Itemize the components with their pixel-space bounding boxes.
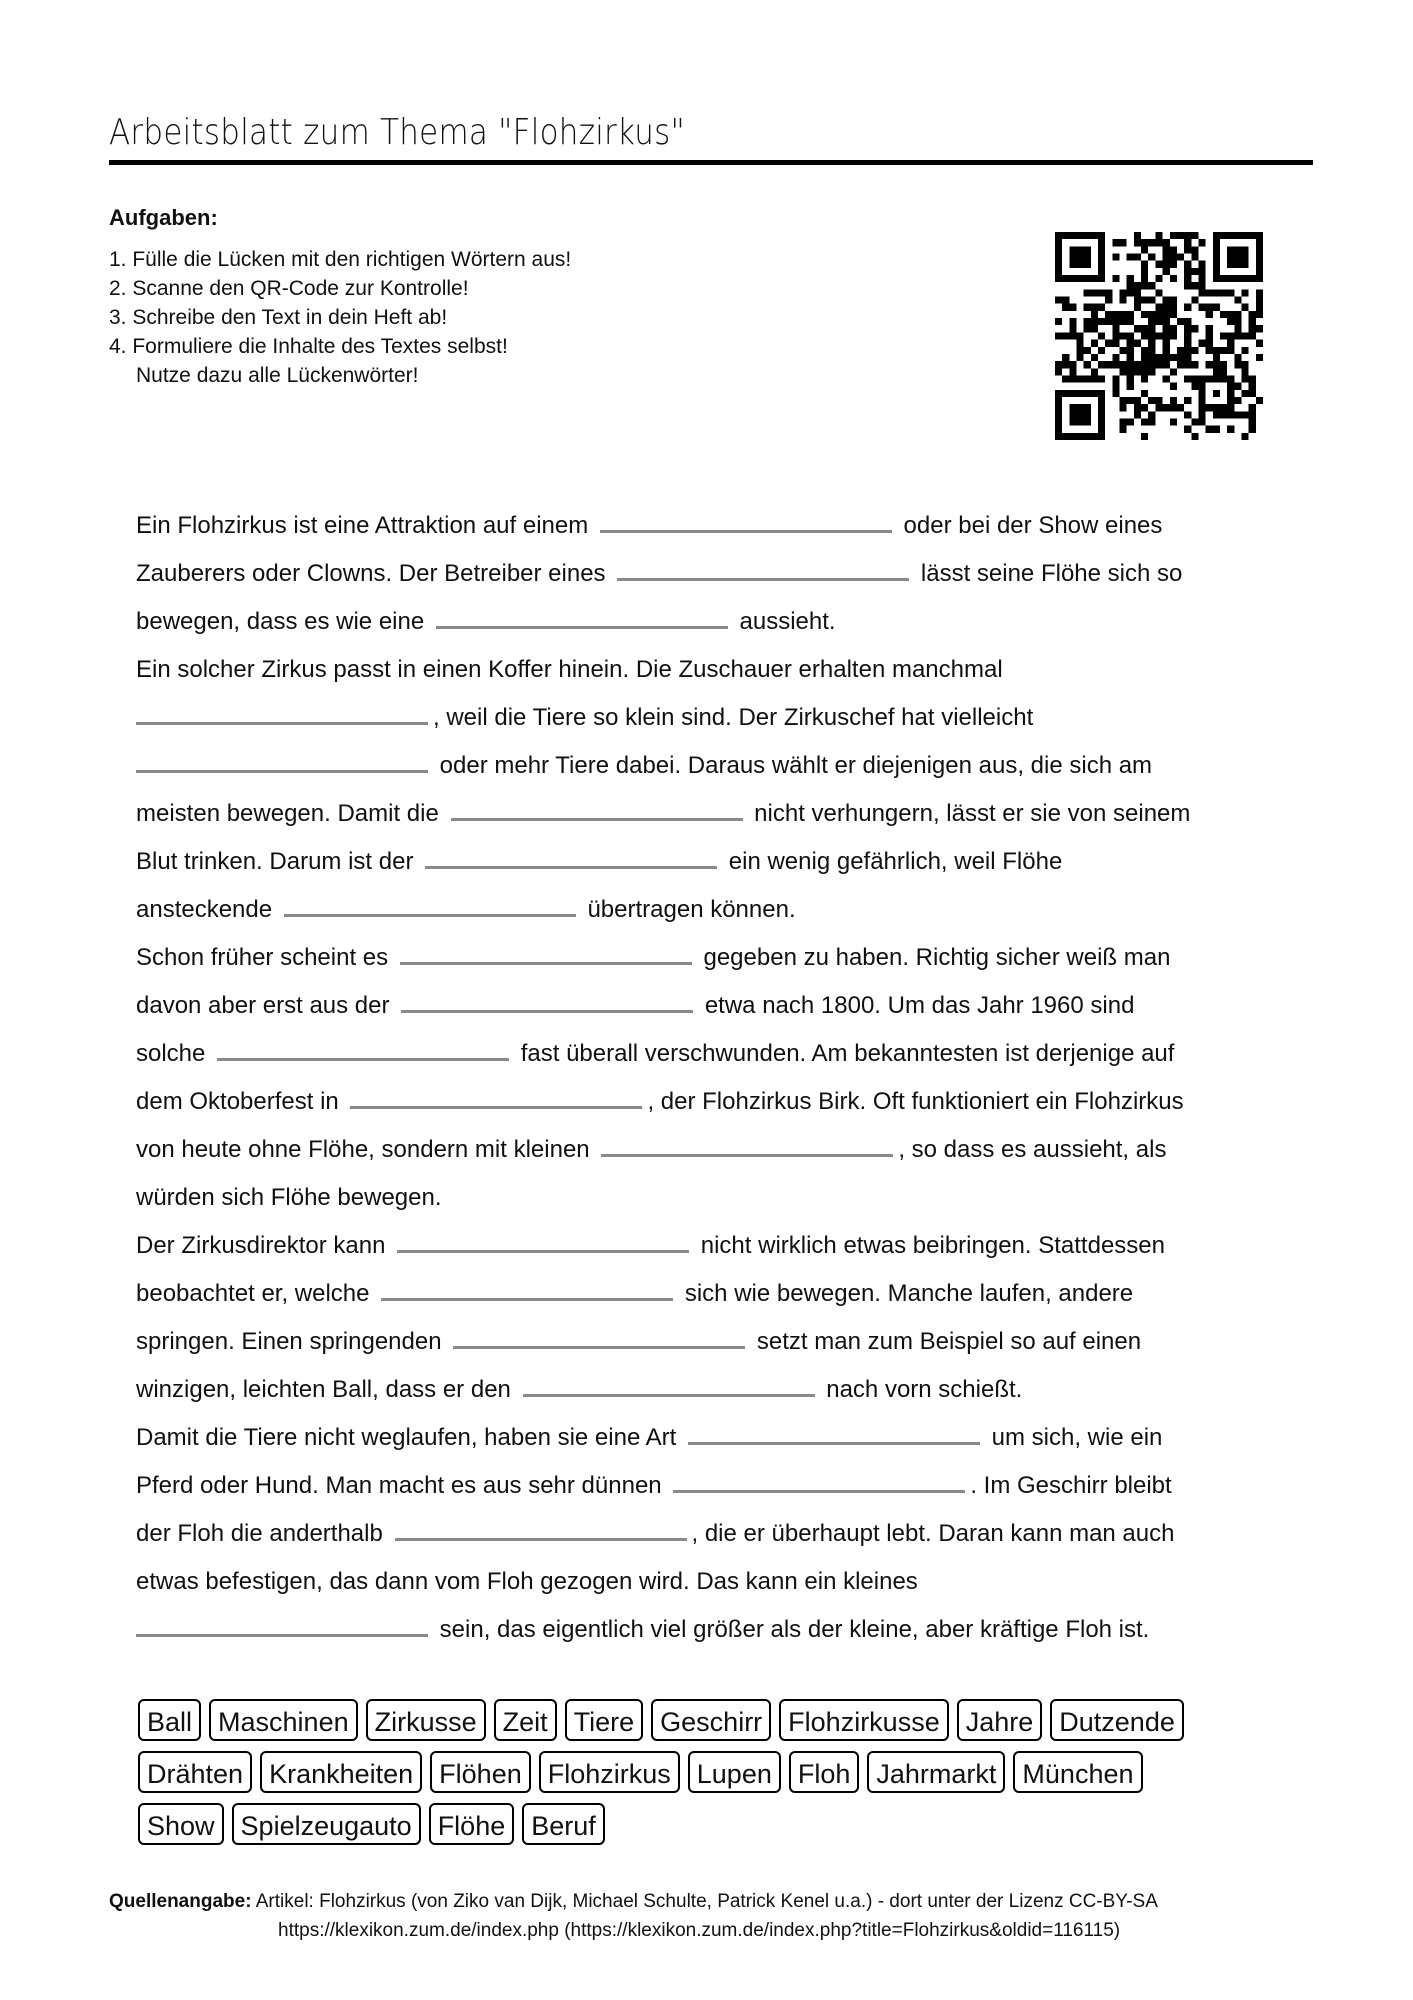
cloze-line xyxy=(136,1510,1286,1558)
cloze-line xyxy=(136,1414,1286,1462)
cloze-segment: beobachtet er, welche xyxy=(136,1280,377,1307)
cloze-segment: Damit die Tiere nicht weglaufen, haben sie eine Art xyxy=(136,1424,683,1451)
cloze-segment: aussieht. xyxy=(732,608,836,635)
tasks-section xyxy=(109,205,1009,390)
cloze-segment: sich wie bewegen. Manche laufen, andere xyxy=(678,1280,1134,1307)
cloze-segment: bewegen, dass es wie eine xyxy=(136,608,431,635)
blank-field[interactable] xyxy=(600,503,892,533)
cloze-line xyxy=(136,886,1286,934)
cloze-segment: winzigen, leichten Ball, dass er den xyxy=(136,1376,518,1403)
cloze-segment: solche xyxy=(136,1040,213,1067)
word-bank-row xyxy=(138,1699,1298,1741)
cloze-line xyxy=(136,1606,1286,1654)
blank-field[interactable] xyxy=(284,887,576,917)
word-chip[interactable]: Krankheiten xyxy=(260,1751,422,1793)
cloze-segment: der Floh die anderthalb xyxy=(136,1520,390,1547)
source-label: Quellenangabe: xyxy=(109,1891,252,1912)
cloze-line xyxy=(136,1222,1286,1270)
cloze-segment: gegeben zu haben. Richtig sicher weiß man xyxy=(696,944,1171,971)
source-attribution xyxy=(109,1887,1369,1945)
word-chip[interactable]: Ball xyxy=(138,1699,201,1741)
cloze-segment: setzt man zum Beispiel so auf einen xyxy=(750,1328,1142,1355)
cloze-segment: lässt seine Flöhe sich so xyxy=(914,560,1183,587)
word-chip[interactable]: Show xyxy=(138,1803,224,1845)
word-chip[interactable]: Lupen xyxy=(688,1751,781,1793)
word-chip[interactable]: Drähten xyxy=(138,1751,252,1793)
task-item: 1. Fülle die Lücken mit den richtigen Wörtern aus! xyxy=(109,248,572,271)
word-chip[interactable]: Jahrmarkt xyxy=(867,1751,1005,1793)
word-chip[interactable]: Maschinen xyxy=(209,1699,358,1741)
cloze-line xyxy=(136,1270,1286,1318)
word-chip[interactable]: München xyxy=(1013,1751,1142,1793)
cloze-text xyxy=(136,502,1286,1654)
qr-code-icon xyxy=(1055,232,1263,440)
cloze-segment: dem Oktoberfest in xyxy=(136,1088,346,1115)
blank-field[interactable] xyxy=(397,1223,689,1253)
title-underline xyxy=(109,160,1313,165)
blank-field[interactable] xyxy=(673,1463,965,1493)
word-bank xyxy=(138,1699,1298,1855)
cloze-segment: ansteckende xyxy=(136,896,279,923)
cloze-segment: Ein Flohzirkus ist eine Attraktion auf einem xyxy=(136,512,595,539)
cloze-segment: nicht wirklich etwas beibringen. Stattdessen xyxy=(694,1232,1165,1259)
blank-field[interactable] xyxy=(688,1415,980,1445)
cloze-line xyxy=(136,1558,1286,1606)
cloze-line xyxy=(136,598,1286,646)
cloze-line xyxy=(136,1126,1286,1174)
cloze-segment: , weil die Tiere so klein sind. Der Zirkuschef hat vielleicht xyxy=(433,704,1034,731)
cloze-line xyxy=(136,550,1286,598)
cloze-segment: davon aber erst aus der xyxy=(136,992,397,1019)
cloze-segment: , die er überhaupt lebt. Daran kann man auch xyxy=(691,1520,1175,1547)
cloze-segment: von heute ohne Flöhe, sondern mit kleinen xyxy=(136,1136,597,1163)
cloze-segment: würden sich Flöhe bewegen. xyxy=(136,1184,442,1211)
word-chip[interactable]: Zeit xyxy=(494,1699,557,1741)
cloze-line xyxy=(136,1318,1286,1366)
cloze-line xyxy=(136,934,1286,982)
cloze-line xyxy=(136,694,1286,742)
word-chip[interactable]: Tiere xyxy=(565,1699,644,1741)
cloze-segment: etwa nach 1800. Um das Jahr 1960 sind xyxy=(698,992,1135,1019)
blank-field[interactable] xyxy=(436,599,728,629)
cloze-segment: ein wenig gefährlich, weil Flöhe xyxy=(722,848,1063,875)
blank-field[interactable] xyxy=(136,695,428,725)
cloze-segment: Blut trinken. Darum ist der xyxy=(136,848,421,875)
word-chip[interactable]: Floh xyxy=(789,1751,860,1793)
cloze-segment: meisten bewegen. Damit die xyxy=(136,800,446,827)
cloze-line xyxy=(136,982,1286,1030)
cloze-line xyxy=(136,1462,1286,1510)
blank-field[interactable] xyxy=(451,791,743,821)
blank-field[interactable] xyxy=(350,1079,642,1109)
cloze-segment: oder bei der Show eines xyxy=(896,512,1163,539)
source-url: https://klexikon.zum.de/index.php (https://klexikon.zum.de/index.php?title=Flohzirkus&oldid=116115) xyxy=(278,1920,1121,1941)
cloze-segment: oder mehr Tiere dabei. Daraus wählt er diejenigen aus, die sich am xyxy=(433,752,1153,779)
cloze-line xyxy=(136,742,1286,790)
task-item-continuation: Nutze dazu alle Lückenwörter! xyxy=(136,364,419,387)
word-chip[interactable]: Beruf xyxy=(522,1803,605,1845)
cloze-segment: . Im Geschirr bleibt xyxy=(970,1472,1172,1499)
word-bank-row xyxy=(138,1803,1298,1845)
cloze-segment: sein, das eigentlich viel größer als der kleine, aber kräftige Floh ist. xyxy=(433,1616,1150,1643)
cloze-segment: um sich, wie ein xyxy=(984,1424,1163,1451)
cloze-segment: , so dass es aussieht, als xyxy=(898,1136,1167,1163)
qr-code[interactable] xyxy=(1055,232,1263,440)
blank-field[interactable] xyxy=(453,1319,745,1349)
word-chip[interactable]: Geschirr xyxy=(651,1699,771,1741)
cloze-segment: übertragen können. xyxy=(580,896,796,923)
cloze-line xyxy=(136,1366,1286,1414)
blank-field[interactable] xyxy=(401,983,693,1013)
blank-field[interactable] xyxy=(381,1271,673,1301)
cloze-line xyxy=(136,1078,1286,1126)
blank-field[interactable] xyxy=(136,743,428,773)
cloze-line xyxy=(136,1174,1286,1222)
word-chip[interactable]: Flohzirkus xyxy=(539,1751,680,1793)
word-chip[interactable]: Zirkusse xyxy=(366,1699,486,1741)
tasks-heading: Aufgaben: xyxy=(109,205,218,230)
cloze-segment: fast überall verschwunden. Am bekanntesten ist derjenige auf xyxy=(514,1040,1175,1067)
blank-field[interactable] xyxy=(425,839,717,869)
word-chip[interactable]: Jahre xyxy=(957,1699,1043,1741)
word-chip[interactable]: Spielzeugauto xyxy=(232,1803,421,1845)
task-item: 3. Schreibe den Text in dein Heft ab! xyxy=(109,306,448,329)
blank-field[interactable] xyxy=(395,1511,687,1541)
cloze-segment: Pferd oder Hund. Man macht es aus sehr dünnen xyxy=(136,1472,669,1499)
word-bank-row xyxy=(138,1751,1298,1793)
blank-field[interactable] xyxy=(617,551,909,581)
cloze-segment: nicht verhungern, lässt er sie von seinem xyxy=(747,800,1191,827)
cloze-line xyxy=(136,838,1286,886)
cloze-segment: Der Zirkusdirektor kann xyxy=(136,1232,393,1259)
task-item: 2. Scanne den QR-Code zur Kontrolle! xyxy=(109,277,469,300)
cloze-segment: nach vorn schießt. xyxy=(819,1376,1023,1403)
cloze-segment: Schon früher scheint es xyxy=(136,944,395,971)
cloze-segment: springen. Einen springenden xyxy=(136,1328,449,1355)
cloze-segment: Ein solcher Zirkus passt in einen Koffer hinein. Die Zuschauer erhalten manchmal xyxy=(136,656,1003,683)
source-text: Artikel: Flohzirkus (von Ziko van Dijk, Michael Schulte, Patrick Kenel u.a.) - dort unter der Lizenz CC-BY-SA xyxy=(251,1891,1158,1912)
word-chip[interactable]: Dutzende xyxy=(1050,1699,1184,1741)
task-item: 4. Formuliere die Inhalte des Textes selbst! xyxy=(109,335,508,358)
blank-field[interactable] xyxy=(136,1607,428,1637)
blank-field[interactable] xyxy=(601,1127,893,1157)
cloze-segment: , der Flohzirkus Birk. Oft funktioniert ein Flohzirkus xyxy=(647,1088,1184,1115)
cloze-line xyxy=(136,502,1286,550)
page-title: Arbeitsblatt zum Thema "Flohzirkus" xyxy=(109,112,686,153)
blank-field[interactable] xyxy=(523,1367,815,1397)
cloze-segment: Zauberers oder Clowns. Der Betreiber eines xyxy=(136,560,613,587)
cloze-segment: etwas befestigen, das dann vom Floh gezogen wird. Das kann ein kleines xyxy=(136,1568,918,1595)
cloze-line xyxy=(136,790,1286,838)
tasks-list xyxy=(109,245,1009,390)
word-chip[interactable]: Flohzirkusse xyxy=(779,1699,949,1741)
word-chip[interactable]: Flöhe xyxy=(429,1803,515,1845)
cloze-line xyxy=(136,1030,1286,1078)
cloze-line xyxy=(136,646,1286,694)
blank-field[interactable] xyxy=(400,935,692,965)
blank-field[interactable] xyxy=(217,1031,509,1061)
word-chip[interactable]: Flöhen xyxy=(430,1751,531,1793)
